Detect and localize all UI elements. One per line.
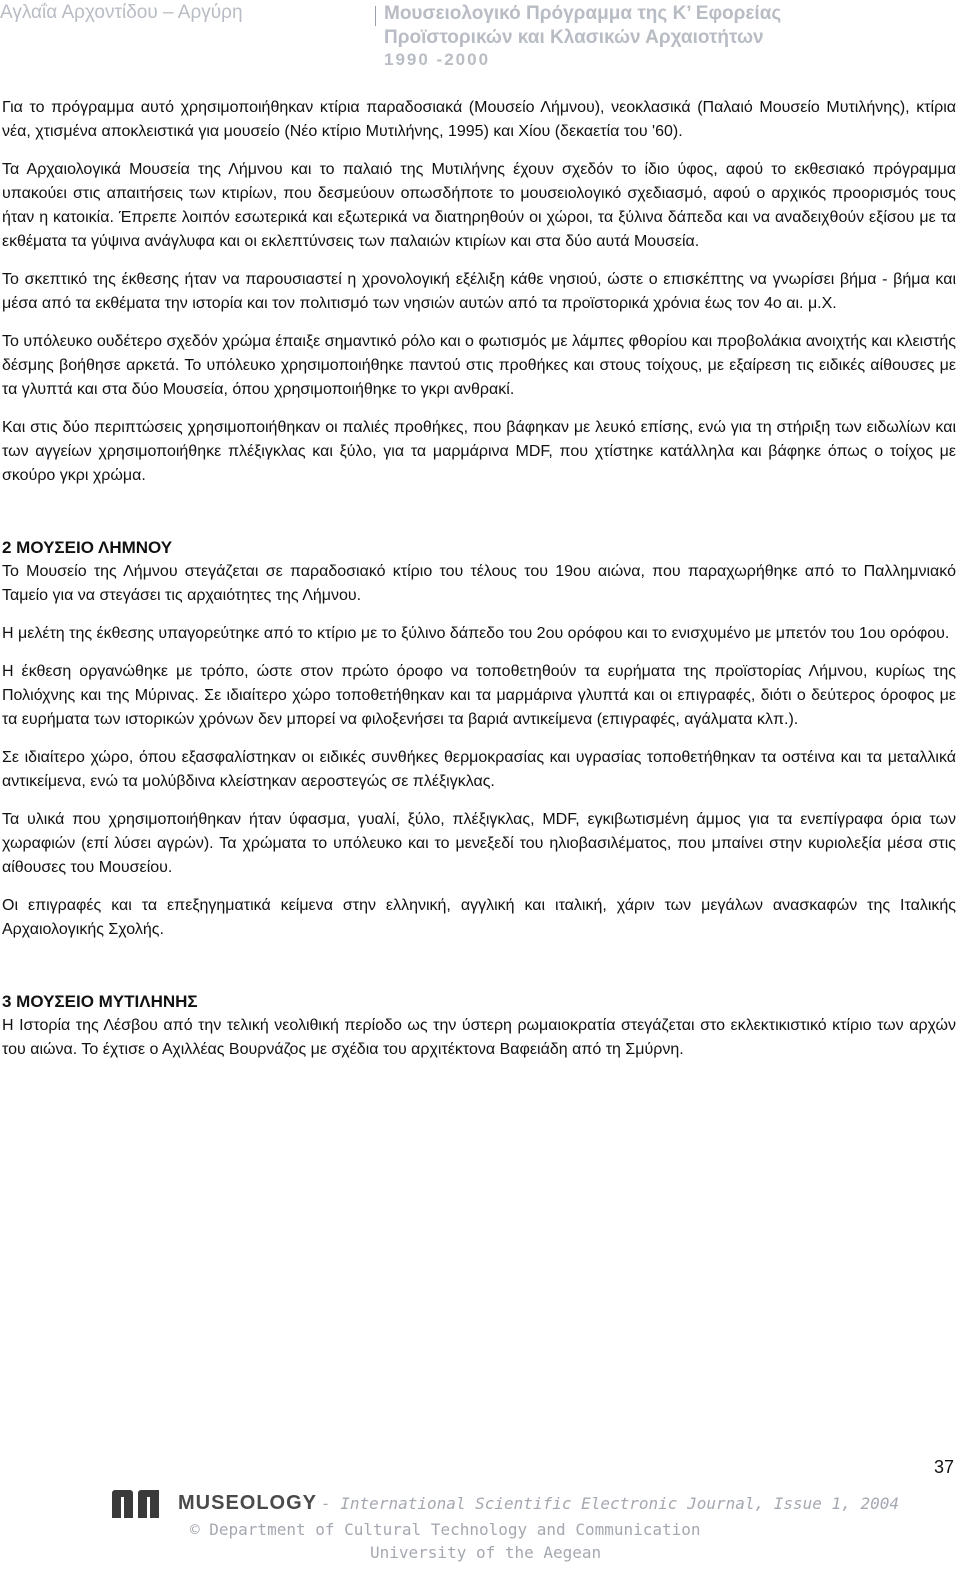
paragraph: Η μελέτη της έκθεσης υπαγορεύτηκε από το κτίριο με το ξύλινο δάπεδο του 2ου ορόφου και το ενισχυμένο με μπετόν του 1ου ορόφου. bbox=[2, 625, 950, 642]
paragraph: Η Ιστορία της Λέσβου από την τελική νεολιθική περίοδο ως την ύστερη ρωμαιοκρατία στεγάζεται στο εκλεκτικιστικό κτίριο των αρχών του αιώνα. Το έχτισε ο Αχιλλέας Βουρνάζος με σχέδια του αρχιτέκτονα Βαφειάδη από τη Σμύρνη. bbox=[2, 1017, 956, 1058]
paragraph: Για το πρόγραμμα αυτό χρησιμοποιήθηκαν κτίρια παραδοσιακά (Μουσείο Λήμνου), νεοκλασικά (Παλαιό Μουσείο Μυτιλήνης), κτίρια νέα, χτισμένα αποκλειστικά για μουσείο (Νέο κτίριο Μυτιλήνης, 1995) και Χίου (δεκαετία του '60). bbox=[2, 99, 956, 140]
museology-logo-icon bbox=[112, 1488, 172, 1518]
header-author: Αγλαΐα Αρχοντίδου – Αργύρη bbox=[0, 2, 243, 23]
section-heading-lemnos: 2 ΜΟΥΣΕΙΟ ΛΗΜΝΟΥ bbox=[2, 538, 173, 557]
paragraph: Οι επιγραφές και τα επεξηγηματικά κείμενα στην ελληνική, αγγλική και ιταλική, χάριν των μεγάλων ανασκαφών της Ιταλικής Αρχαιολογικής Σχολής. bbox=[2, 897, 956, 938]
paragraph: Το Μουσείο της Λήμνου στεγάζεται σε παραδοσιακό κτίριο του τέλους του 19ου αιώνα, που παραχωρήθηκε από το Παλλημνιακό Ταμείο για να στεγάσει τις αρχαιότητες της Λήμνου. bbox=[2, 563, 956, 604]
paragraph: Τα υλικά που χρησιμοποιήθηκαν ήταν ύφασμα, γυαλί, ξύλο, πλέξιγκλας, MDF, εγκιβωτισμένη άμμος για τα ενεπίγραφα όρια των χωραφιών (επί λύσει αγρών). Τα χρώματα το υπόλευκο και το μενεξεδί του ηλιοβασιλέματος, που μπαίνει στην κυριολεξία μέσα στις αίθουσες του Μουσείου. bbox=[2, 811, 956, 876]
header-divider bbox=[375, 6, 376, 26]
paragraph: Και στις δύο περιπτώσεις χρησιμοποιήθηκαν οι παλιές προθήκες, που βάφηκαν με λευκό επίσης, ενώ για τη στήριξη των ειδωλίων και των αγγείων χρησιμοποιήθηκε πλέξιγκλας και ξύλο, για τα μαρμάρινα MDF, που χτίστηκε κατάλληλα και βάφηκε όπως ο τοίχος με σκούρο γκρι χρώμα. bbox=[2, 419, 956, 484]
paragraph: Τα Αρχαιολογικά Μουσεία της Λήμνου και το παλαιό της Μυτιλήνης έχουν σχεδόν το ίδιο ύφος, αφού το εκθεσιακό πρόγραμμα υπακούει στις απαιτήσεις των κτιρίων, που δεσμεύουν οπωσδήποτε το μουσειολογικό σχεδιασμό, αφού ο αρχικός προορισμός τους ήταν η κατοικία. Έπρεπε λοιπόν εσωτερικά και εξωτερικά να διατηρηθούν οι χώροι, τα ξύλινα δάπεδα και να αναδειχθούν εξίσου με τα εκθέματα τα γύψινα ανάγλυφα και οι εκλεπτύνσεις των παλαιών κτιρίων και στα δύο αυτά Μουσεία. bbox=[2, 161, 956, 250]
page-number: 37 bbox=[933, 1457, 954, 1477]
header-title-line1: Μουσειολογικό Πρόγραμμα της Κ’ Εφορείας bbox=[384, 3, 782, 24]
paragraph: Το υπόλευκο ουδέτερο σχεδόν χρώμα έπαιξε σημαντικό ρόλο και ο φωτισμός με λάμπες φθορίου και προβολάκια ανοιχτής και κλειστής δέσμης βοήθησε αρκετά. Το υπόλευκο χρησιμοποιήθηκε παντού στις προθήκες και στους τοίχους, με εξαίρεση τις ειδικές αίθουσες με τα γλυπτά και στα δύο Μουσεία, όπου χρησιμοποιήθηκε το γκρι ανθρακί. bbox=[2, 333, 956, 398]
header-title-line2: Προϊστορικών και Κλασικών Αρχαιοτήτων bbox=[384, 27, 764, 48]
footer-journal: - International Scientific Electronic Journal, Issue 1, 2004 bbox=[321, 1493, 899, 1513]
paragraph: Το σκεπτικό της έκθεσης ήταν να παρουσιαστεί η χρονολογική εξέλιξη κάθε νησιού, ώστε ο επισκέπτης να γνωρίσει βήμα - βήμα και μέσα από τα εκθέματα την ιστορία και τον πολιτισμό των νησιών αυτών από τα προϊστορικά χρόνια έως τον 4ο αι. μ.Χ. bbox=[2, 271, 956, 312]
footer-university: University of the Aegean bbox=[370, 1543, 602, 1562]
logo-wordmark: MUSEOLOGY bbox=[178, 1491, 318, 1514]
section-heading-mytilene: 3 ΜΟΥΣΕΙΟ ΜΥΤΙΛΗΝΗΣ bbox=[2, 992, 198, 1011]
paragraph: Η έκθεση οργανώθηκε με τρόπο, ώστε στον πρώτο όροφο να τοποθετηθούν τα ευρήματα της προϊστορίας Λήμνου, κυρίως της Πολιόχνης και της Μύρινας. Σε ιδιαίτερο χώρο τοποθετήθηκαν και τα μαρμάρινα γλυπτά και οι επιγραφές, διότι ο δεύτερος όροφος με τα ευρήματα των ιστορικών χρόνων δεν μπορεί να φιλοξενήσει τα βαριά αντικείμενα (επιγραφές, αγάλματα κλπ.). bbox=[2, 663, 956, 728]
document-body bbox=[2, 96, 956, 1076]
paragraph: Σε ιδιαίτερο χώρο, όπου εξασφαλίστηκαν οι ειδικές συνθήκες θερμοκρασίας και υγρασίας τοποθετήθηκαν τα οστέινα και τα μεταλλικά αντικείμενα, ενώ τα μολύβδινα κλείστηκαν αεροστεγώς σε πλέξιγκλας. bbox=[2, 749, 956, 790]
header-years: 1990 -2000 bbox=[384, 50, 491, 69]
page-footer bbox=[112, 1488, 932, 1564]
header-title bbox=[384, 2, 781, 50]
running-header bbox=[0, 0, 960, 80]
footer-journal-line bbox=[112, 1488, 932, 1518]
footer-department: © Department of Cultural Technology and Communication bbox=[190, 1520, 701, 1539]
